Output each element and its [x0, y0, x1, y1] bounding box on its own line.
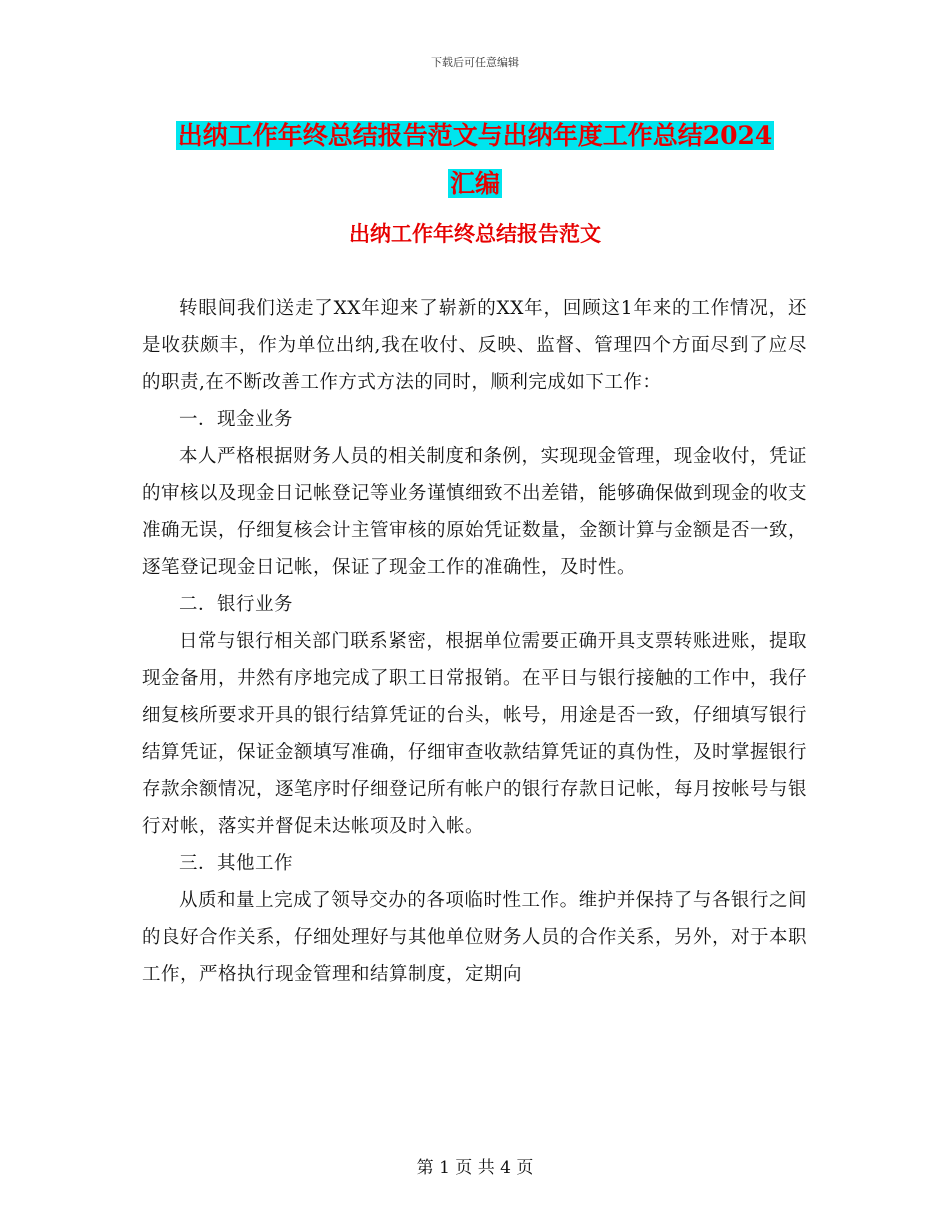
title-line-1: 出纳工作年终总结报告范文与出纳年度工作总结2024 [177, 121, 773, 150]
paragraph-other-work: 从质和量上完成了领导交办的各项临时性工作。维护并保持了与各银行之间的良好合作关系，仔细处理好与其他单位财务人员的合作关系，另外，对于本职工作，严格执行现金管理和结算制度，定期向 [142, 890, 808, 985]
document-title [0, 112, 950, 208]
paragraph-cash-business: 本人严格根据财务人员的相关制度和条例，实现现金管理，现金收付，凭证的审核以及现金日记帐登记等业务谨慎细致不出差错，能够确保做到现金的收支准确无误，仔细复核会计主管审核的原始凭证数量，金额计算与金额是否一致，逐笔登记现金日记帐，保证了现金工作的准确性，及时性。 [142, 446, 808, 578]
paragraph-intro: 转眼间我们送走了XX年迎来了崭新的XX年，回顾这1年来的工作情况，还是收获颇丰，作为单位出纳,我在收付、反映、监督、管理四个方面尽到了应尽的职责,在不断改善工作方式方法的同时，顺利完成如下工作： [142, 298, 807, 393]
heading-other-work: 三．其他工作 [179, 853, 294, 874]
title-line-2: 汇编 [449, 169, 500, 198]
section-title: 出纳工作年终总结报告范文 [349, 221, 601, 246]
header-note: 下载后可任意编辑 [431, 56, 519, 69]
page-number: 第 1 页 共 4 页 [416, 1158, 534, 1178]
heading-bank-business: 二．银行业务 [179, 594, 294, 615]
paragraph-bank-business: 日常与银行相关部门联系紧密，根据单位需要正确开具支票转账进账，提取现金备用，井然有序地完成了职工日常报销。在平日与银行接触的工作中，我仔细复核所要求开具的银行结算凭证的台头，帐号，用途是否一致，仔细填写银行结算凭证，保证金额填写准确，仔细审查收款结算凭证的真伪性，及时掌握银行存款余额情况，逐笔序时仔细登记所有帐户的银行存款日记帐，每月按帐号与银行对帐，落实并督促未达帐项及时入帐。 [142, 631, 808, 837]
heading-cash-business: 一．现金业务 [179, 409, 294, 430]
body-text [142, 290, 807, 993]
